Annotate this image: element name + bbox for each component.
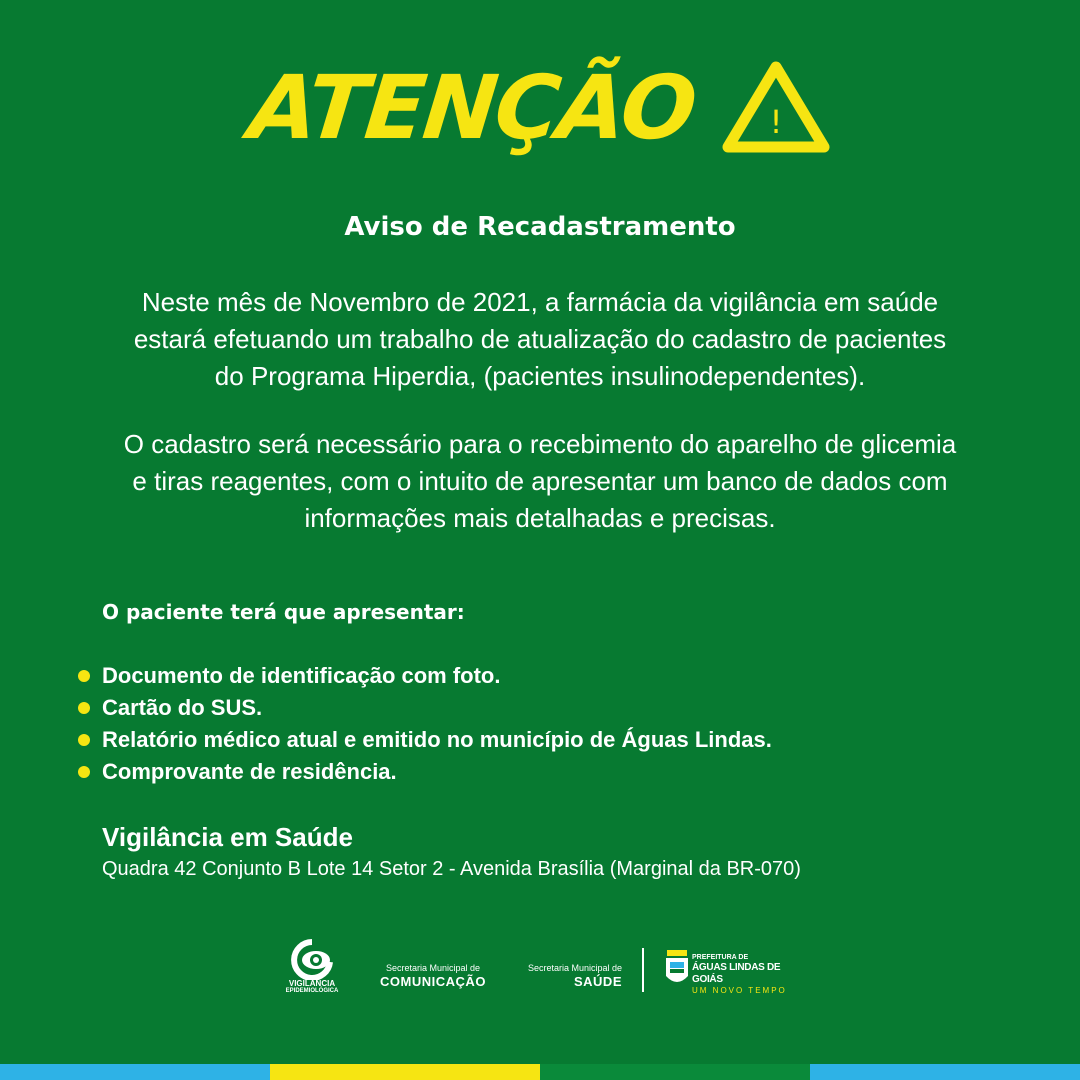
list-item-label: Comprovante de residência. bbox=[102, 759, 397, 784]
logo-vigilancia-line1: VIGILÂNCIA bbox=[288, 979, 336, 988]
prefeitura-line1: PREFEITURA DE bbox=[692, 954, 749, 961]
paragraph-line: O cadastro será necessário para o recebimento do aparelho de glicemia bbox=[123, 429, 957, 459]
paragraph-line: e tiras reagentes, com o intuito de apresentar um banco de dados com bbox=[132, 466, 948, 496]
list-item bbox=[78, 724, 772, 756]
bullet-dot-icon bbox=[78, 702, 90, 714]
bullet-dot-icon bbox=[78, 766, 90, 778]
footer-logos bbox=[0, 938, 1080, 1008]
notice-paragraph-2 bbox=[40, 426, 1040, 537]
list-item-label: Cartão do SUS. bbox=[102, 695, 263, 720]
title-row bbox=[0, 52, 1080, 162]
logo-divider bbox=[642, 948, 644, 992]
logo-saude bbox=[510, 962, 622, 990]
requirements-list bbox=[78, 660, 772, 788]
list-item-label: Documento de identificação com foto. bbox=[102, 663, 501, 688]
color-bar-segment bbox=[810, 1064, 1080, 1080]
list-item bbox=[78, 660, 772, 692]
warning-triangle-icon bbox=[722, 59, 830, 155]
prefeitura-line3: UM NOVO TEMPO bbox=[692, 986, 787, 995]
color-bar-segment bbox=[540, 1064, 810, 1080]
paragraph-line: estará efetuando um trabalho de atualização do cadastro de pacientes bbox=[133, 324, 947, 354]
logo-comunicacao bbox=[378, 962, 488, 990]
footer-color-bar bbox=[0, 1064, 1080, 1080]
requirements-heading: O paciente terá que apresentar: bbox=[102, 600, 465, 624]
contact-address: Quadra 42 Conjunto B Lote 14 Setor 2 - Avenida Brasília (Marginal da BR-070) bbox=[102, 858, 801, 880]
bullet-dot-icon bbox=[78, 670, 90, 682]
color-bar-segment bbox=[270, 1064, 540, 1080]
logo-vigilancia-line2: EPIDEMIOLÓGICA bbox=[285, 988, 339, 994]
warning-symbol: ! bbox=[769, 103, 783, 141]
page-title: ATENÇÃO bbox=[244, 55, 700, 159]
list-item bbox=[78, 756, 772, 788]
paragraph-line: Neste mês de Novembro de 2021, a farmácia da vigilância em saúde bbox=[141, 287, 939, 317]
notice-title: Aviso de Recadastramento bbox=[344, 212, 736, 242]
color-bar-segment bbox=[0, 1064, 270, 1080]
list-item bbox=[78, 692, 772, 724]
logo-comunicacao-small: Secretaria Municipal de bbox=[385, 963, 481, 973]
logo-saude-big: SAÚDE bbox=[573, 974, 622, 989]
prefeitura-text bbox=[692, 954, 804, 996]
list-item-label: Relatório médico atual e emitido no município de Águas Lindas. bbox=[102, 727, 772, 752]
eye-logo-icon bbox=[286, 938, 338, 980]
logo-saude-small: Secretaria Municipal de bbox=[527, 963, 622, 973]
logo-prefeitura bbox=[664, 948, 804, 998]
paragraph-line: do Programa Hiperdia, (pacientes insulinodependentes). bbox=[214, 361, 866, 391]
contact-name: Vigilância em Saúde bbox=[102, 822, 353, 852]
logo-comunicacao-big: COMUNICAÇÃO bbox=[380, 974, 486, 989]
notice-paragraph-1 bbox=[40, 284, 1040, 395]
logo-vigilancia bbox=[282, 938, 342, 995]
prefeitura-line2: ÁGUAS LINDAS DE GOIÁS bbox=[692, 962, 781, 985]
crest-icon bbox=[664, 950, 690, 990]
paragraph-line: informações mais detalhadas e precisas. bbox=[304, 503, 776, 533]
bullet-dot-icon bbox=[78, 734, 90, 746]
